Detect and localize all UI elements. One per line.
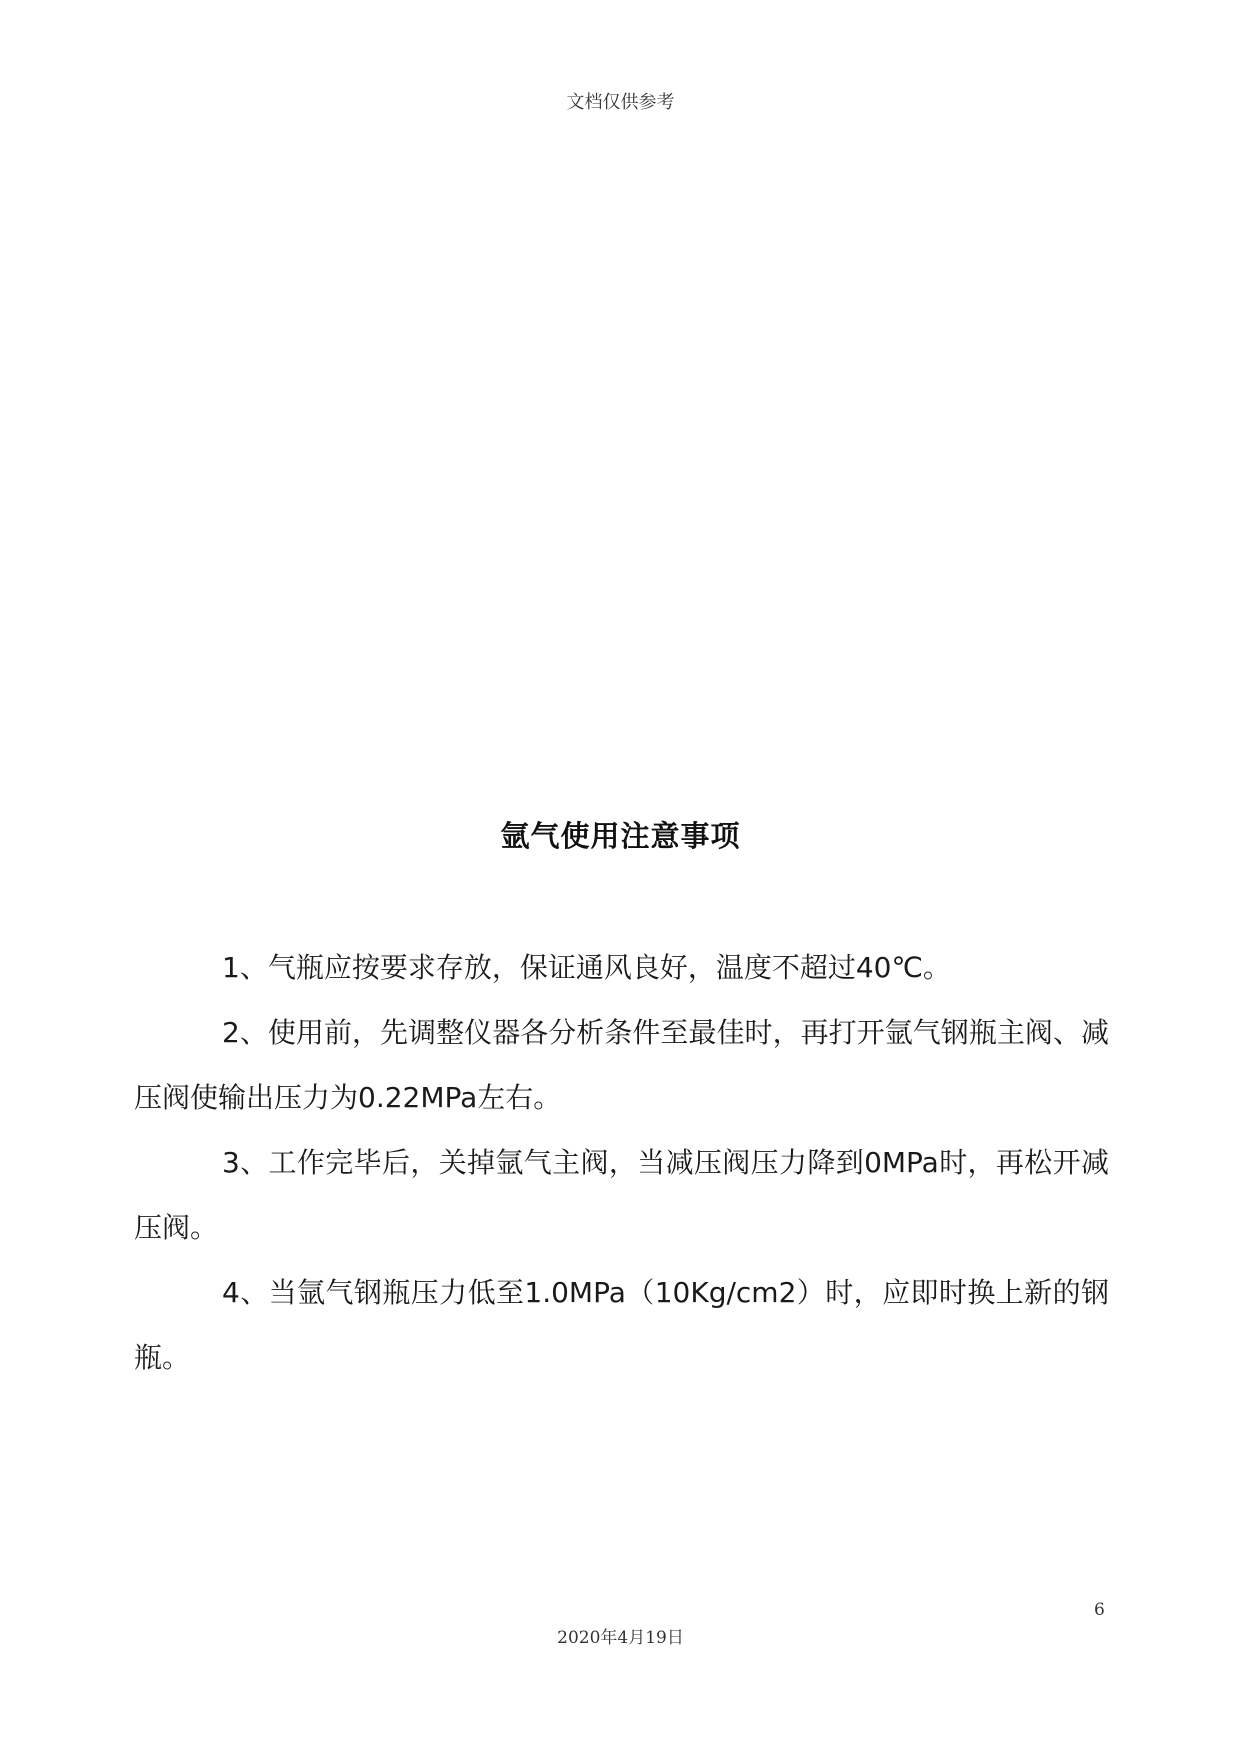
paragraph-3: 3、工作完毕后，关掉氩气主阀，当减压阀压力降到0MPa时，再松开减压阀。: [134, 1146, 1109, 1244]
header-note: 文档仅供参考: [566, 92, 675, 113]
paragraph-2: 2、使用前，先调整仪器各分析条件至最佳时，再打开氩气钢瓶主阀、减压阀使输出压力为0.22MPa左右。: [134, 1016, 1109, 1114]
document-body: [134, 935, 1109, 1390]
footer-date: 2020年4月19日: [557, 1628, 684, 1648]
document-title: 氩气使用注意事项: [500, 819, 741, 853]
paragraph-1: 1、气瓶应按要求存放，保证通风良好，温度不超过40℃。: [222, 951, 951, 984]
page-number: 6: [1094, 1600, 1105, 1620]
paragraph-4: 4、当氩气钢瓶压力低至1.0MPa（10Kg/cm2）时，应即时换上新的钢瓶。: [134, 1276, 1109, 1374]
